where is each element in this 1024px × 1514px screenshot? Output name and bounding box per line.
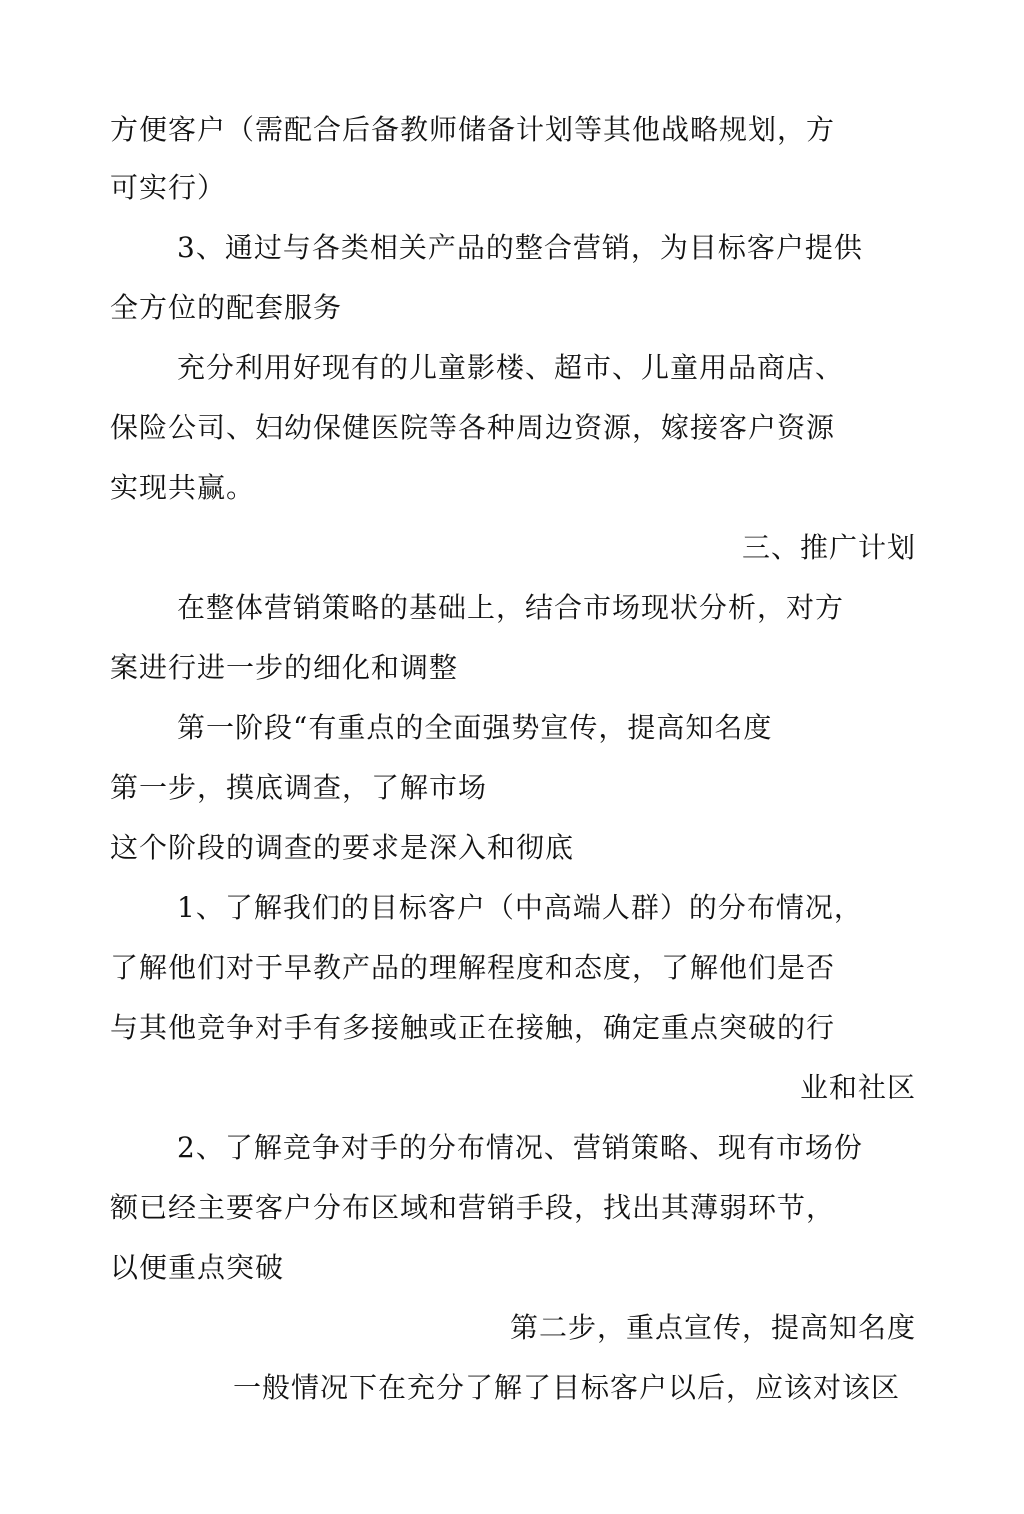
text-line: 以便重点突破 <box>110 1251 285 1284</box>
text-line: 这个阶段的调查的要求是深入和彻底 <box>110 831 575 864</box>
text-line: 1、了解我们的目标客户（中高端人群）的分布情况， <box>177 891 863 924</box>
text-line: 方便客户（需配合后备教师储备计划等其他战略规划，方 <box>110 113 836 146</box>
text-line: 案进行进一步的细化和调整 <box>110 651 459 684</box>
text-line: 实现共赢。 <box>110 471 256 504</box>
text-line: 2、了解竞争对手的分布情况、营销策略、现有市场份 <box>177 1131 863 1164</box>
text-line: 可实行） <box>110 171 227 204</box>
text-line: 3、通过与各类相关产品的整合营销，为目标客户提供 <box>177 231 863 264</box>
text-line: 第一阶段“有重点的全面强势宣传，提高知名度 <box>177 711 773 744</box>
text-line: 第二步，重点宣传，提高知名度 <box>509 1311 916 1344</box>
text-line: 业和社区 <box>799 1071 916 1104</box>
text-line: 了解他们对于早教产品的理解程度和态度，了解他们是否 <box>110 951 836 984</box>
text-line: 全方位的配套服务 <box>110 291 343 324</box>
text-line: 与其他竞争对手有多接触或正在接触，确定重点突破的行 <box>110 1011 836 1044</box>
text-line: 保险公司、妇幼保健医院等各种周边资源，嫁接客户资源 <box>110 411 836 444</box>
section-heading: 三、推广计划 <box>741 531 916 564</box>
text-line: 额已经主要客户分布区域和营销手段，找出其薄弱环节， <box>110 1191 836 1224</box>
text-line: 充分利用好现有的儿童影楼、超市、儿童用品商店、 <box>177 351 845 384</box>
text-line: 在整体营销策略的基础上，结合市场现状分析，对方 <box>177 591 845 624</box>
text-line: 第一步，摸底调查，了解市场 <box>110 771 488 804</box>
text-line: 一般情况下在充分了解了目标客户以后，应该对该区 <box>233 1371 901 1404</box>
